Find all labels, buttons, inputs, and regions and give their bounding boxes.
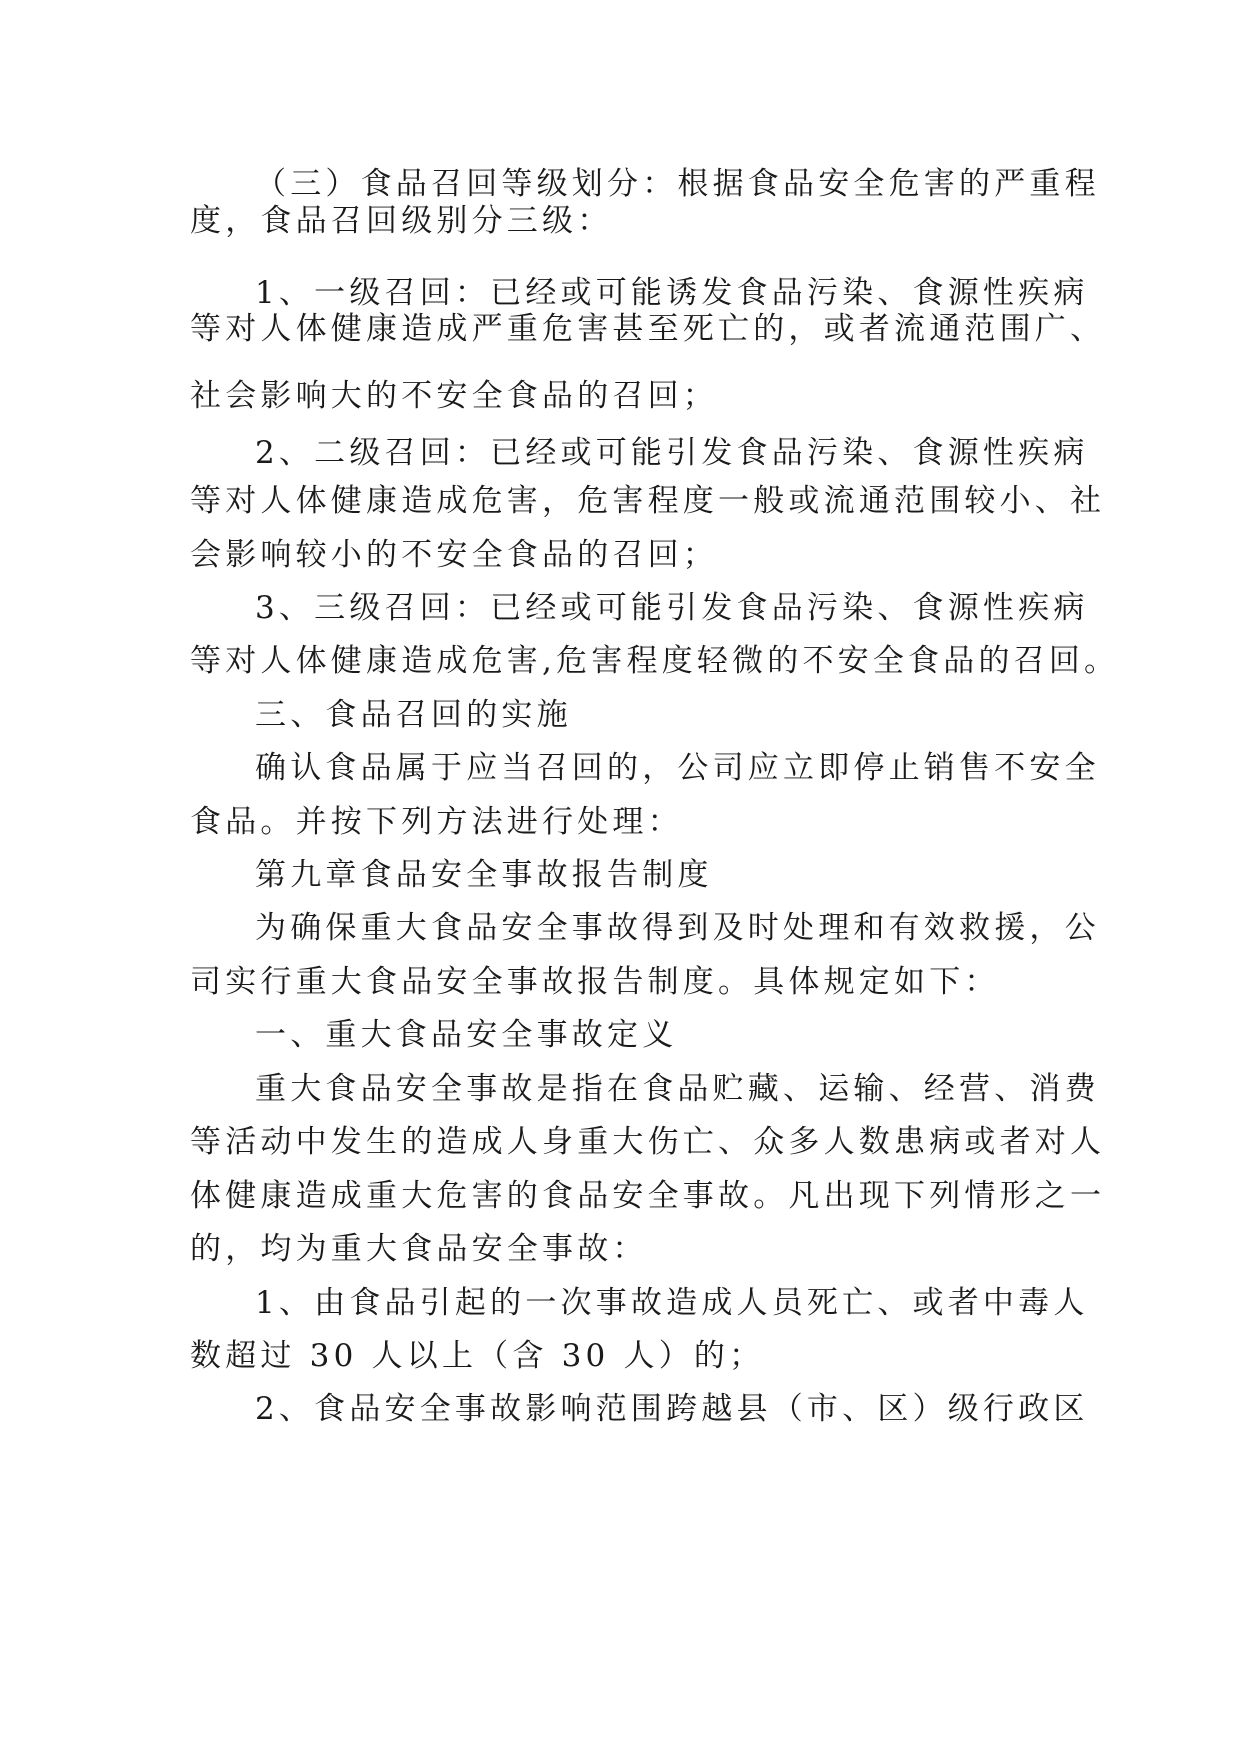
- text-line: 三、食品召回的实施: [255, 697, 572, 733]
- text-line: 第九章食品安全事故报告制度: [255, 857, 713, 893]
- text-line: 社会影响大的不安全食品的召回；: [190, 378, 718, 414]
- text-line: 等对人体健康造成严重危害甚至死亡的，或者流通范围广、: [190, 311, 1106, 347]
- text-line: 度，食品召回级别分三级：: [190, 203, 613, 239]
- text-line: 会影响较小的不安全食品的召回；: [190, 537, 718, 573]
- text-line: 等活动中发生的造成人身重大伤亡、众多人数患病或者对人: [190, 1124, 1106, 1160]
- text-line: 3、三级召回：已经或可能引发食品污染、食源性疾病: [255, 590, 1089, 626]
- text-line: 数超过 30 人以上（含 30 人）的；: [190, 1338, 765, 1374]
- text-line: 的，均为重大食品安全事故：: [190, 1231, 648, 1267]
- text-line: 1、一级召回：已经或可能诱发食品污染、食源性疾病: [255, 275, 1089, 311]
- text-line: 等对人体健康造成危害，危害程度一般或流通范围较小、社: [190, 483, 1106, 519]
- text-line: 确认食品属于应当召回的，公司应立即停止销售不安全: [255, 750, 1100, 786]
- text-line: 1、由食品引起的一次事故造成人员死亡、或者中毒人: [255, 1285, 1089, 1321]
- text-line: 2、二级召回：已经或可能引发食品污染、食源性疾病: [255, 435, 1089, 471]
- text-line: 一、重大食品安全事故定义: [255, 1017, 678, 1053]
- text-line: 司实行重大食品安全事故报告制度。具体规定如下：: [190, 964, 1000, 1000]
- text-line: 为确保重大食品安全事故得到及时处理和有效救援，公: [255, 910, 1100, 946]
- text-line: （三）食品召回等级划分：根据食品安全危害的严重程: [255, 166, 1100, 202]
- text-line: 重大食品安全事故是指在食品贮藏、运输、经营、消费: [255, 1071, 1100, 1107]
- text-line: 食品。并按下列方法进行处理：: [190, 804, 683, 840]
- text-line: 等对人体健康造成危害,危害程度轻微的不安全食品的召回。: [190, 643, 1120, 679]
- text-line: 体健康造成重大危害的食品安全事故。凡出现下列情形之一: [190, 1178, 1106, 1214]
- text-line: 2、食品安全事故影响范围跨越县（市、区）级行政区: [255, 1391, 1089, 1427]
